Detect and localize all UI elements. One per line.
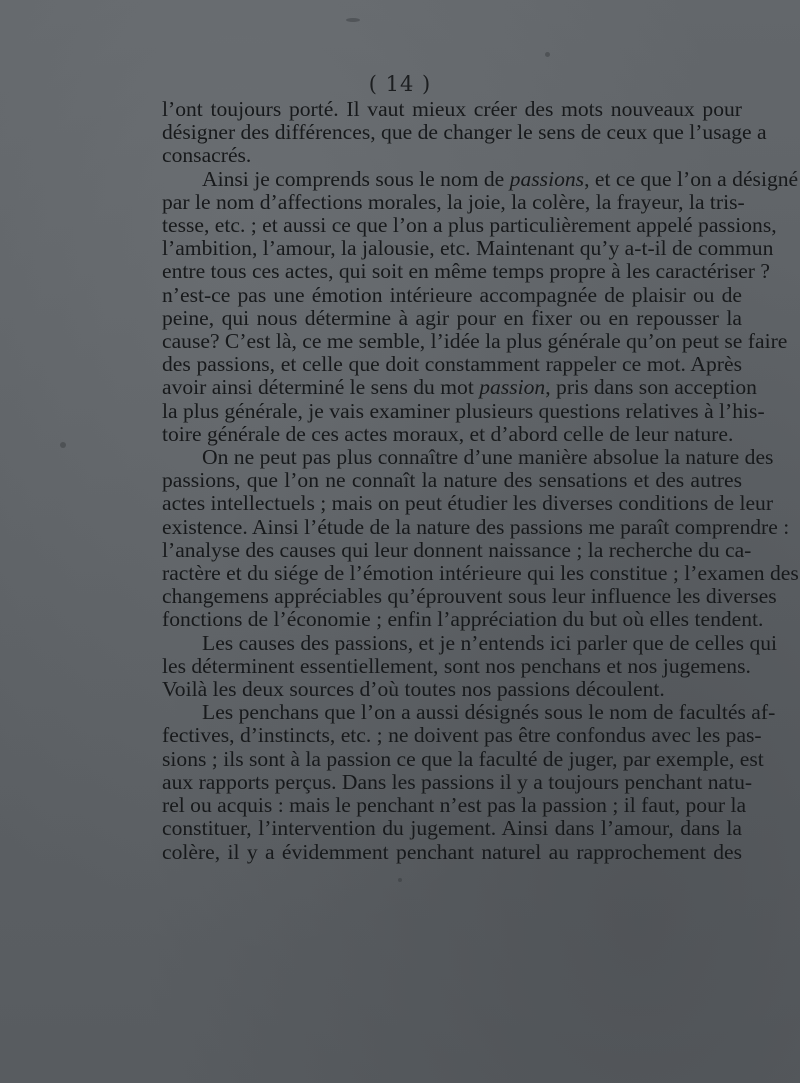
paragraph-start-line: Ainsi je comprends sous le nom de passions, et ce que l’on a désigné (202, 166, 799, 191)
paragraph-start-line: Les penchans que l’on a aussi désignés sous le nom de facultés af- (202, 700, 776, 725)
text-line: l’ont toujours porté. Il vaut mieux créer des mots nouveaux pour (162, 97, 742, 121)
text-line: l’ambition, l’amour, la jalousie, etc. Maintenant qu’y a-t-il de commun (162, 236, 774, 261)
text-line: avoir ainsi déterminé le sens du mot passion, pris dans son acception (162, 375, 757, 400)
text-line: par le nom d’affections morales, la joie, la colère, la frayeur, la tris- (162, 189, 745, 214)
text-line: sions ; ils sont à la passion ce que la faculté de juger, par exemple, est (162, 746, 764, 771)
italic-term: passions (509, 166, 585, 191)
text-line: fectives, d’instincts, etc. ; ne doivent pas être confondus avec les pas- (162, 723, 762, 748)
italic-term: passion (479, 375, 546, 400)
text-line: constituer, l’intervention du jugement. Ainsi dans l’amour, dans la (162, 816, 742, 841)
text-line: aux rapports perçus. Dans les passions il y a toujours penchant natu- (162, 769, 753, 794)
text-line: entre tous ces actes, qui soit en même temps propre à les caractériser ? (162, 259, 770, 284)
text-line: actes intellectuels ; mais on peut étudier les diverses conditions de leur (162, 491, 774, 516)
text-line: les déterminent essentiellement, sont nos penchans et nos jugemens. (162, 653, 751, 678)
text-line: passions, que l’on ne connaît la nature des sensations et des autres (162, 468, 742, 493)
text-line: changemens appréciables qu’éprouvent sous leur influence les diverses (162, 584, 777, 609)
text-line: Voilà les deux sources d’où toutes nos passions découlent. (162, 677, 665, 702)
ink-speck (60, 442, 66, 448)
text-line: n’est-ce pas une émotion intérieure accompagnée de plaisir ou de (162, 282, 742, 307)
text-line: l’analyse des causes qui leur donnent naissance ; la recherche du ca- (162, 537, 752, 562)
text-line: consacrés. (162, 143, 252, 168)
page-number: ( 14 ) (368, 72, 432, 96)
text-line: existence. Ainsi l’étude de la nature des passions me paraît comprendre : (162, 514, 790, 539)
paragraph-start-line: On ne peut pas plus connaître d’une manière absolue la nature des (202, 445, 774, 470)
ink-speck (545, 52, 550, 57)
text-line: tesse, etc. ; et aussi ce que l’on a plus particulièrement appelé passions, (162, 213, 777, 238)
paragraph-start-line: Les causes des passions, et je n’entends ici parler que de celles qui (202, 630, 778, 655)
text-line: peine, qui nous détermine à agir pour en fixer ou en repousser la (162, 305, 742, 330)
text-line: colère, il y a évidemment penchant naturel au rapprochement des (162, 839, 742, 864)
text-line: toire générale de ces actes moraux, et d’abord celle de leur nature. (162, 421, 734, 446)
text-line: des passions, et celle que doit constamment rappeler ce mot. Après (162, 352, 742, 377)
text-line: désigner des différences, que de changer le sens de ceux que l’usage a (162, 120, 767, 145)
text-line: ractère et du siége de l’émotion intérieure qui les constitue ; l’examen des (162, 561, 799, 586)
text-line: rel ou acquis : mais le penchant n’est pas la passion ; il faut, pour la (162, 793, 747, 818)
text-line: cause? C’est là, ce me semble, l’idée la plus générale qu’on peut se faire (162, 329, 788, 354)
ink-speck (346, 18, 360, 22)
body-text (162, 97, 799, 864)
text-line: fonctions de l’économie ; enfin l’appréciation du but où elles tendent. (162, 607, 764, 632)
text-line: la plus générale, je vais examiner plusieurs questions relatives à l’his- (162, 398, 765, 423)
ink-speck (398, 878, 402, 882)
